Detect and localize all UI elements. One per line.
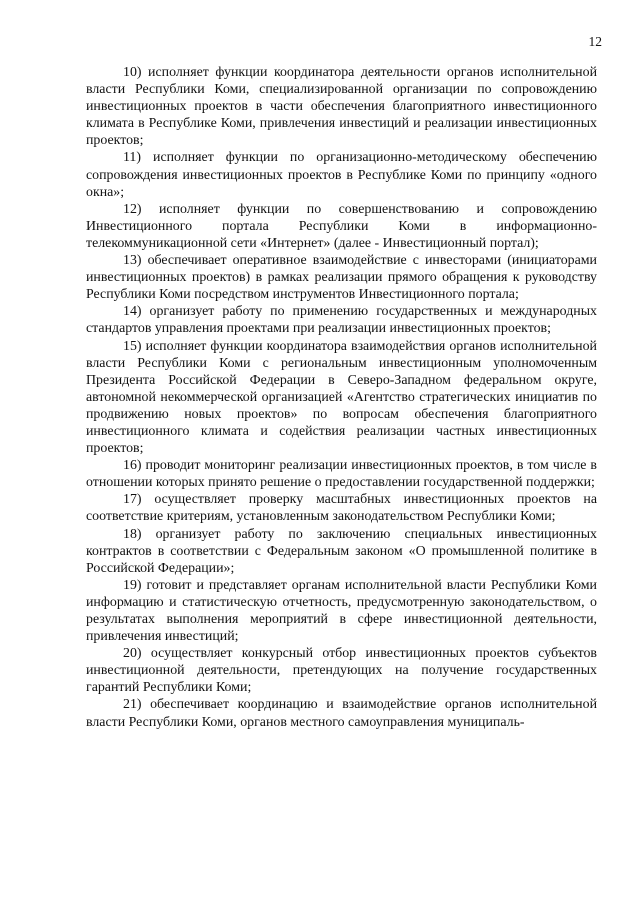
paragraph-15: 15) исполняет функции координатора взаимодействия органов исполнительной власти Республики Коми с региональным инвестиционным уполномоченным Президента Российской Федерации в Северо-Западном федеральном округе, автономной некоммерческой организацией «Агентство стратегических инициатив по продвижению новых проектов» по вопросам обеспечения благоприятного инвестиционного климата и содействия реализации частных инвестиционных проектов;	[86, 338, 597, 457]
paragraph-16: 16) проводит мониторинг реализации инвестиционных проектов, в том числе в отношении которых принято решение о предоставлении государственной поддержки;	[86, 458, 597, 491]
paragraph-12: 12) исполняет функции по совершенствованию и сопровождению Инвестиционного портала Республики Коми в информационно-телекоммуникационной сети «Интернет» (далее - Инвестиционный портал);	[86, 201, 597, 251]
paragraph-21: 21) обеспечивает координацию и взаимодействие органов исполнительной власти Республики Коми, органов местного самоуправления муниципаль-	[86, 697, 597, 730]
paragraph-17: 17) осуществляет проверку масштабных инвестиционных проектов на соответствие критериям, установленным законодательством Республики Коми;	[86, 492, 597, 525]
paragraph-11: 11) исполняет функции по организационно-методическому обеспечению сопровождения инвестиционных проектов в Республике Коми по принципу «одного окна»;	[86, 150, 597, 200]
paragraph-10: 10) исполняет функции координатора деятельности органов исполнительной власти Республики Коми, специализированной организации по сопровождению инвестиционных проектов в части обеспечения благоприятного инвестиционного климата в Республике Коми, привлечения инвестиций и реализации инвестиционных проектов;	[86, 65, 597, 149]
paragraph-19: 19) готовит и представляет органам исполнительной власти Республики Коми информацию и статистическую отчетность, предусмотренную законодательством, о результатах выполнения мероприятий в сфере инвестиционной деятельности, привлечения инвестиций;	[86, 577, 597, 645]
paragraph-20: 20) осуществляет конкурсный отбор инвестиционных проектов субъектов инвестиционной деятельности, претендующих на получение государственных гарантий Республики Коми;	[86, 646, 597, 696]
paragraph-13: 13) обеспечивает оперативное взаимодействие с инвесторами (инициаторами инвестиционных проектов) в рамках реализации прямого обращения к руководству Республики Коми посредством инструментов Инвестиционного портала;	[86, 253, 597, 303]
page-number: 12	[588, 34, 602, 49]
document-body	[86, 64, 597, 731]
paragraph-14: 14) организует работу по применению государственных и международных стандартов управления проектами при реализации инвестиционных проектов;	[86, 304, 597, 337]
paragraph-18: 18) организует работу по заключению специальных инвестиционных контрактов в соответствии с Федеральным законом «О промышленной политике в Российской Федерации»;	[86, 526, 597, 576]
